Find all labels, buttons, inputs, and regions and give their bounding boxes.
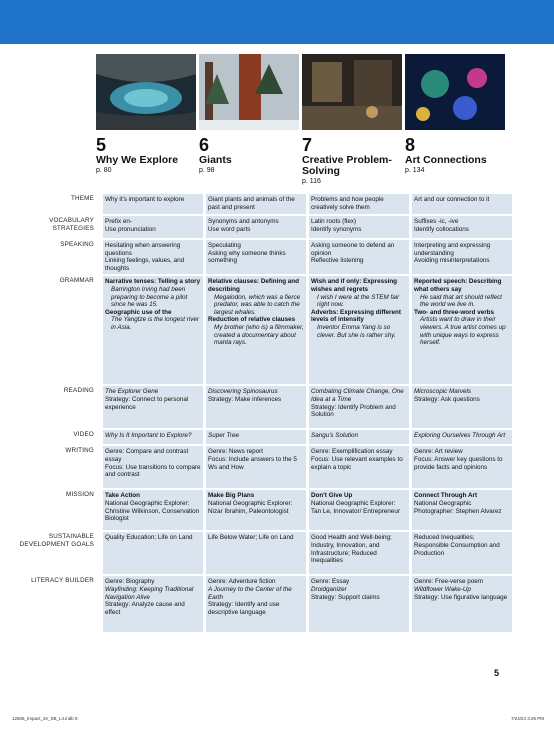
line: Identify collocations [414,225,469,233]
reading-strategy: Strategy: Ask questions [414,395,480,403]
row-sdg [13,532,512,574]
cell [412,276,512,384]
cell [103,216,203,238]
unit-title: Why We Explore [96,154,179,166]
unit-7-photo [302,54,402,130]
row-label: VIDEO [73,431,94,439]
literacy-title: Droidganizer [311,585,347,593]
unit-page: p. 134 [405,167,425,174]
line: Prefix en- [105,218,132,225]
cell [206,576,306,632]
grammar-heading: Geographic use of the [105,308,172,316]
grammar-heading: Reported speech: Describing what others say [414,278,502,293]
cell [309,240,409,274]
line: Focus: Answer key questions to provide facts and opinions [414,455,503,471]
grammar-example: He said that art should reflect the world we live in. [420,293,502,309]
cell [103,240,203,274]
cell: Quality Education; Life on Land [103,532,203,574]
unit-headers [96,54,504,186]
cell: Problems and how people creatively solve them [309,194,409,214]
mission-text: National Geographic Explorer: Tan Le, Innovator/ Entrepreneur [311,499,400,515]
row-label: SUSTAINABLE DEVELOPMENT GOALS [19,533,94,548]
unit-page: p. 80 [96,167,112,174]
literacy-title: Wildflower Wake-Up [414,585,471,593]
row-vocabulary [13,216,512,238]
cell [309,386,409,428]
row-label: WRITING [65,447,94,455]
line: Use pronunciation [105,225,156,233]
literacy-genre: Genre: Essay [311,578,350,586]
cell: Exploring Ourselves Through Art [412,430,512,444]
cell [309,576,409,632]
row-theme [13,194,512,214]
grammar-example: My brother (who is) a filmmaker, created a documentary about manta rays. [214,323,304,347]
cell: Super Tree [206,430,306,444]
literacy-strategy: Strategy: Support claims [311,593,380,601]
unit-7-header [302,54,402,186]
mission-text: National Geographic Photographer: Stephen Alvarez [414,499,502,515]
grammar-example: I wish I were at the STEM fair right now. [317,293,400,309]
cell [103,276,203,384]
cell: Reduced Inequalities; Responsible Consumption and Production [412,532,512,574]
row-label: MISSION [66,491,94,499]
unit-5-photo [96,54,196,130]
unit-6-photo [199,54,299,130]
unit-number: 6 [199,135,210,155]
cell [206,276,306,384]
grammar-heading: Reduction of relative clauses [208,316,296,324]
cell [206,216,306,238]
line: Genre: Compare and contrast essay [105,448,189,463]
line: Genre: Exemplification essay [311,448,393,456]
line: Latin roots (flex) [311,218,357,225]
grammar-example: Inventor Emma Yang is so clever. But she is rather shy. [317,323,396,339]
page-number: 5 [494,668,500,678]
line: Synonyms and antonyms [208,218,279,225]
literacy-title: Wayfinding: Keeping Traditional Navigation Alive [105,585,194,601]
grammar-heading: Narrative tenses: Telling a story [105,278,201,286]
grammar-heading: Wish and if only: Expressing wishes and regrets [311,278,398,293]
cell [412,576,512,632]
cell: Art and our connection to it [412,194,512,214]
unit-title: Art Connections [405,154,487,166]
cell [206,386,306,428]
cell: Giant plants and animals of the past and present [206,194,306,214]
grammar-example: Barrington Irving had been preparing to become a pilot since he was 15. [111,285,188,309]
cell [412,216,512,238]
reading-strategy: Strategy: Identify Problem and Solution [311,403,396,419]
literacy-title: A Journey to the Center of the Earth [208,585,292,601]
footer-file: 12508_Impact_2e_SB_L4.indb 5 [12,716,78,721]
row-grammar [13,276,512,384]
cell [103,490,203,530]
cell: Why Is It Important to Explore? [103,430,203,444]
print-footer [12,716,544,721]
mission-title: Connect Through Art [414,492,478,500]
cell: Good Health and Well-being; Industry, Innovation, and Infrastructure; Reduced Inequalities [309,532,409,574]
grammar-heading: Relative clauses: Defining and describing [208,278,299,293]
cell [206,490,306,530]
literacy-genre: Genre: Adventure fiction [208,578,276,586]
line: Genre: Art review [414,448,463,456]
literacy-strategy: Strategy: Identify and use descriptive language [208,601,280,616]
cell [103,386,203,428]
reading-strategy: Strategy: Connect to personal experience [105,395,189,411]
row-reading [13,386,512,428]
row-writing [13,446,512,488]
reading-title: Microscopic Marvels [414,388,472,396]
row-label: SPEAKING [60,241,94,248]
cell [309,490,409,530]
line: Hesitating when answering questions [105,242,181,257]
unit-page: p. 98 [199,167,215,174]
unit-number: 5 [96,135,107,155]
mission-title: Don't Give Up [311,492,353,500]
grammar-heading: Two- and three-word verbs [414,308,495,316]
line: Speculating [208,242,241,249]
cell [103,446,203,488]
cell [412,446,512,488]
unit-6-header [199,54,299,186]
line: Linking feelings, values, and thoughts [105,257,185,272]
literacy-genre: Genre: Biography [105,578,155,586]
reading-title: Combating Climate Change, One Idea at a Time [311,388,404,403]
line: Focus: Include answers to the 5 Ws and How [208,455,297,471]
literacy-strategy: Strategy: Analyze cause and effect [105,601,185,616]
row-label: LITERACY BUILDER [31,577,94,585]
grammar-example: Megalodon, which was a fierce predator, was able to catch the largest whales. [214,293,301,316]
mission-text: National Geographic Explorer: Nizar Ibrahim, Paleontologist [208,499,293,515]
unit-8-header [405,54,505,186]
reading-title: Discovering Spinosaurus [208,388,278,396]
cell [309,276,409,384]
line: Identify synonyms [311,225,362,233]
row-speaking [13,240,512,274]
line: Reflective listening [311,257,364,265]
cell [412,386,512,428]
row-label: THEME [70,195,94,202]
scope-sequence-table [10,192,515,634]
cell [412,490,512,530]
line: Focus: Use transitions to compare and contrast [105,463,201,479]
cell [206,446,306,488]
mission-title: Take Action [105,492,140,500]
cell [309,446,409,488]
unit-8-photo [405,54,505,130]
mission-title: Make Big Plans [208,492,255,500]
grammar-heading: Adverbs: Expressing different levels of intensity [311,308,401,324]
cell: Life Below Water; Life on Land [206,532,306,574]
grammar-example: The Yangtze is the longest river in Asia. [111,316,199,331]
top-color-bar [0,0,554,44]
row-label: GRAMMAR [59,277,94,285]
line: Asking why someone thinks something [208,249,286,265]
cell [412,240,512,274]
line: Use word parts [208,225,251,233]
row-label: READING [63,387,94,395]
unit-number: 8 [405,135,416,155]
line: Focus: Use relevant examples to explain a topic [311,455,403,471]
unit-title: Creative Problem-Solving [302,154,392,177]
unit-5-header [96,54,196,186]
line: Interpreting and expressing understanding [414,242,491,257]
reading-title: The Explorer Gene [105,388,159,396]
line: Avoiding misinterpretations [414,257,490,265]
unit-title: Giants [199,154,232,166]
reading-strategy: Strategy: Make inferences [208,395,282,403]
grammar-example: Artists want to draw in their viewers. A true artist comes up with unique ways to express herself. [420,316,506,347]
footer-timestamp: 7/24/24 3:26 PM [510,716,544,721]
row-mission [13,490,512,530]
literacy-genre: Genre: Free-verse poem [414,578,483,586]
line: Asking someone to defend an opinion [311,242,395,257]
cell [103,576,203,632]
line: Suffixes -ic, -ive [414,218,459,225]
cell [309,216,409,238]
row-video [13,430,512,444]
cell [206,240,306,274]
mission-text: National Geographic Explorer: Christine Wilkinson, Conservation Biologist [105,499,200,523]
unit-number: 7 [302,135,313,155]
line: Genre: News report [208,448,263,456]
cell: Why it's important to explore [103,194,203,214]
cell: Sangu's Solution [309,430,409,444]
unit-page: p. 116 [302,178,321,185]
row-label: VOCABULARY STRATEGIES [49,217,94,232]
literacy-strategy: Strategy: Use figurative language [414,593,508,601]
row-literacy [13,576,512,632]
